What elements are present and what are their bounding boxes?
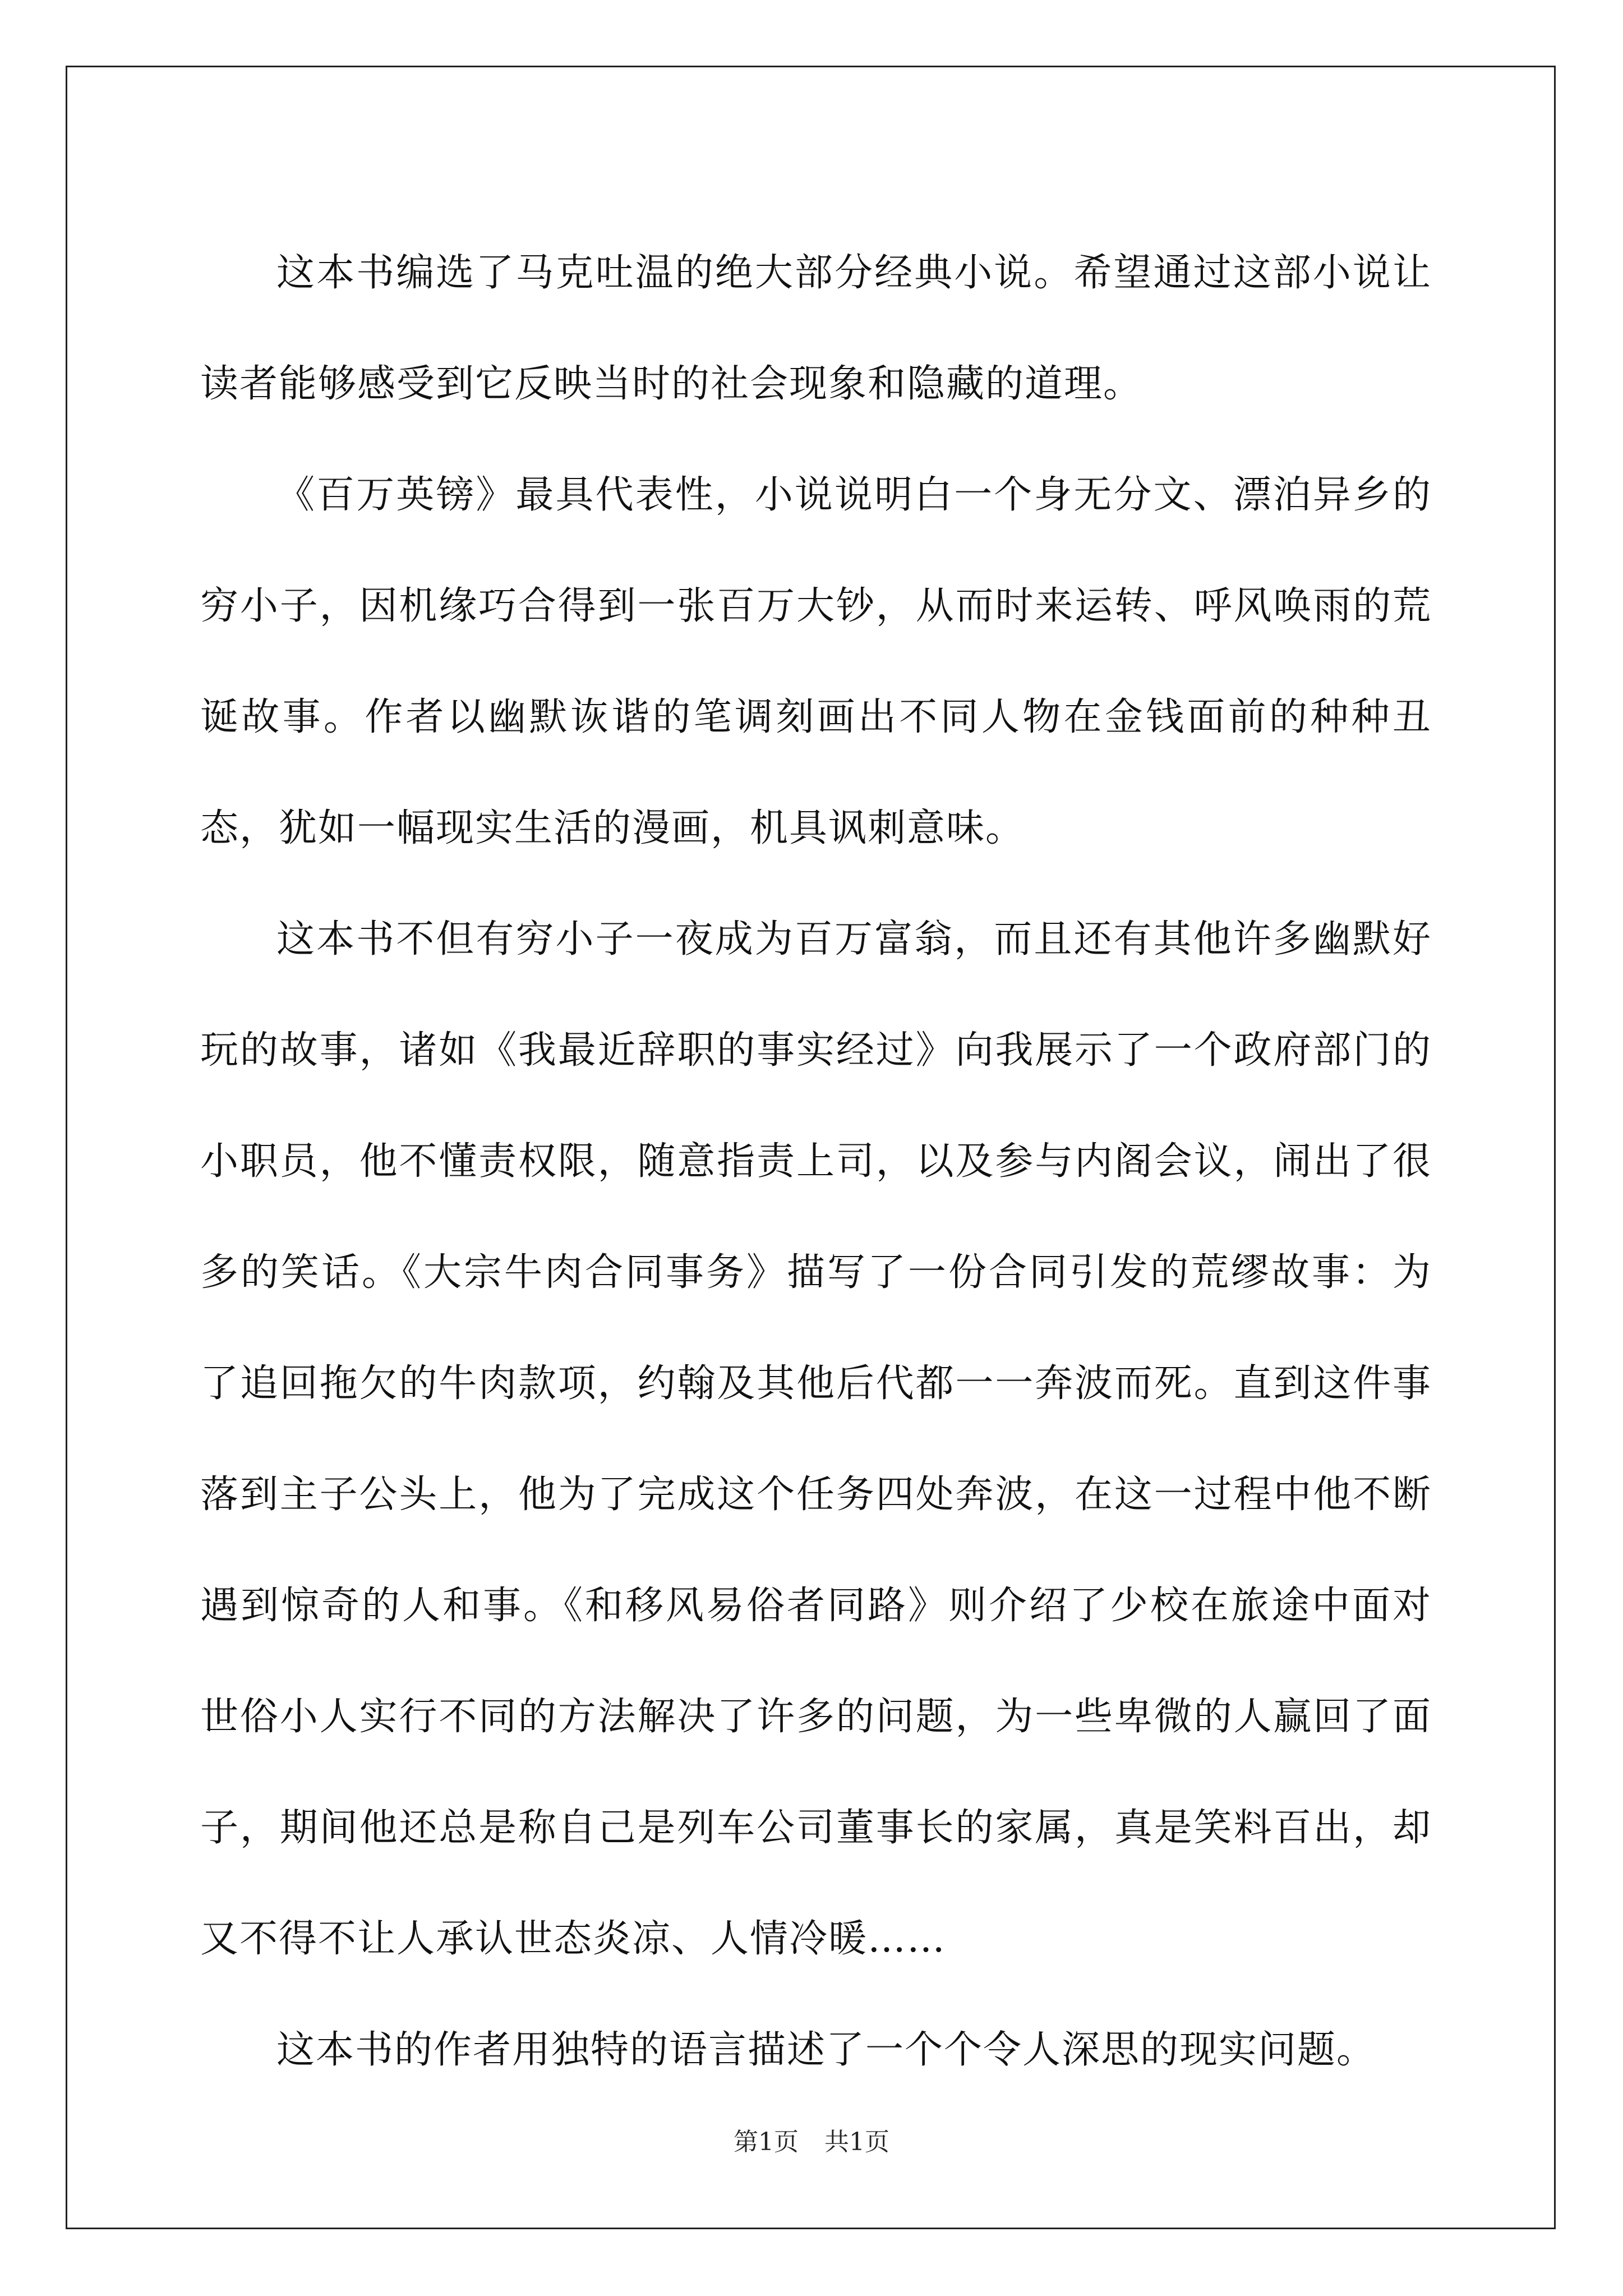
page-footer: [0, 2125, 1623, 2159]
paragraph-2: 《百万英镑》最具代表性，小说说明白一个身无分文、漂泊异乡的穷小子，因机缘巧合得到一张百万大钞，从而时来运转、呼风唤雨的荒诞故事。作者以幽默诙谐的笔调刻画出不同人物在金钱面前的种种丑态，犹如一幅现实生活的漫画，机具讽刺意味。: [200, 473, 1432, 850]
paragraph-3: 这本书不但有穷小子一夜成为百万富翁，而且还有其他许多幽默好玩的故事，诸如《我最近辞职的事实经过》向我展示了一个政府部门的小职员，他不懂责权限，随意指责上司，以及参与内阁会议，闹出了很多的笑话。《大宗牛肉合同事务》描写了一份合同引发的荒缪故事：为了追回拖欠的牛肉款项，约翰及其他后代都一一奔波而死。直到这件事落到主子公头上，他为了完成这个任务四处奔波，在这一过程中他不断遇到惊奇的人和事。《和移风易俗者同路》则介绍了少校在旅途中面对世俗小人实行不同的方法解决了许多的问题，为一些卑微的人赢回了面子，期间他还总是称自己是列车公司董事长的家属，真是笑料百出，却又不得不让人承认世态炎凉、人情冷暖……: [200, 917, 1432, 1961]
page-total: 共1页: [824, 2128, 889, 2156]
page-number: 第1页: [734, 2128, 799, 2156]
paragraph-1: 这本书编选了马克吐温的绝大部分经典小说。希望通过这部小说让读者能够感受到它反映当时的社会现象和隐藏的道理。: [200, 251, 1432, 406]
document-body: [200, 218, 1432, 2106]
paragraph-4: 这本书的作者用独特的语言描述了一个个令人深思的现实问题。: [276, 2028, 1376, 2072]
